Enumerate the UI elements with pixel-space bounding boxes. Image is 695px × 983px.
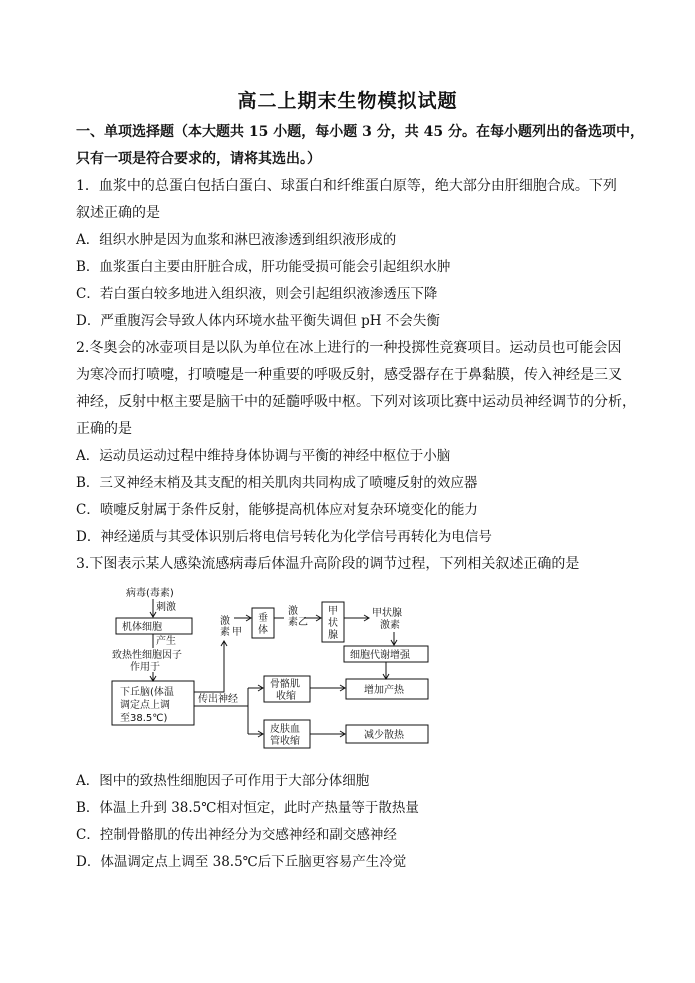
label-hormone-a-2: 素 [220,627,230,638]
label-thyroid-2: 状 [328,618,338,629]
label-skin-2: 管收缩 [270,736,300,747]
q1-stem-line2: 叙述正确的是 [76,205,160,221]
arrow-hypo-to-hormone-a [194,642,224,692]
label-thyroxine-2: 激素 [380,620,400,631]
section-heading-line1: 一、单项选择题（本大题共 15 小题，每小题 3 分，共 45 分。在每小题列出的备选项中， [76,124,644,140]
label-stimulate: 刺激 [156,602,176,613]
label-thyroid-3: 腺 [328,630,338,641]
label-skin-1: 皮肤血 [270,724,300,735]
label-thyroid-1: 甲 [328,606,338,617]
label-muscle-1: 骨骼肌 [270,679,300,690]
label-act-on: 作用于 [130,662,160,673]
q1-stem-line1: 1．血浆中的总蛋白包括白蛋白、球蛋白和纤维蛋白原等，绝大部分由肝细胞合成。下列 [76,178,617,194]
q3-option-a: A．图中的致热性细胞因子可作用于大部分体细胞 [76,773,370,789]
label-efferent: 传出神经 [198,694,238,705]
q1-option-c: C．若白蛋白较多地进入组织液，则会引起组织液渗透压下降 [76,286,438,302]
q2-stem-line4: 正确的是 [76,421,132,437]
label-muscle-2: 收缩 [276,691,296,702]
label-hormone-b-1: 激 [288,606,298,617]
q3-stem: 3.下图表示某人感染流感病毒后体温升高阶段的调节过程，下列相关叙述正确的是 [76,556,580,572]
q2-stem-line1: 2.冬奥会的冰壶项目是以队为单位在冰上进行的一种投掷性竞赛项目。运动员也可能会因 [76,340,622,356]
label-pituitary-1: 垂 [258,613,268,624]
q2-option-c: C．喷嚏反射属于条件反射，能够提高机体应对复杂环境变化的能力 [76,502,478,518]
q1-option-d: D．严重腹泻会导致人体内环境水盐平衡失调但 pH 不会失衡 [76,313,440,329]
label-hypo-2: 调定点上调 [120,700,170,711]
thermoregulation-diagram [98,584,518,754]
label-hypo-1: 下丘脑(体温 [120,687,174,698]
q2-stem-line2: 为寒冷而打喷嚏，打喷嚏是一种重要的呼吸反射，感受器存在于鼻黏膜，传入神经是三叉 [76,367,622,383]
q2-option-b: B．三叉神经末梢及其支配的相关肌肉共同构成了喷嚏反射的效应器 [76,475,478,491]
q2-option-d: D．神经递质与其受体识别后将电信号转化为化学信号再转化为电信号 [76,529,492,545]
label-pituitary-2: 体 [258,625,268,636]
q3-option-c: C．控制骨骼肌的传出神经分为交感神经和副交感神经 [76,827,397,843]
label-hormone-a-1: 激 [220,616,230,627]
page-title: 高二上期末生物模拟试题 [237,90,458,112]
label-metabolism: 细胞代谢增强 [350,650,410,661]
label-virus: 病毒(毒素) [126,588,174,599]
label-hormone-b-2: 素 [288,617,298,628]
label-cytokine: 致热性细胞因子 [112,650,182,661]
label-produce: 产生 [156,636,176,647]
q1-option-b: B．血浆蛋白主要由肝脏合成，肝功能受损可能会引起组织水肿 [76,259,451,275]
q2-option-a: A．运动员运动过程中维持身体协调与平衡的神经中枢位于小脑 [76,448,451,464]
label-hypo-3: 至38.5℃) [120,713,168,724]
label-hormone-b-3: 乙 [298,617,308,628]
q3-option-b: B．体温上升到 38.5℃相对恒定，此时产热量等于散热量 [76,800,419,816]
label-heat-gain: 增加产热 [364,685,404,696]
label-heat-loss: 减少散热 [364,730,404,741]
label-hormone-a-3b: 甲 [232,627,242,638]
label-body-cell: 机体细胞 [122,622,162,633]
label-thyroxine-1: 甲状腺 [372,608,402,619]
q3-option-d: D．体温调定点上调至 38.5℃后下丘脑更容易产生冷觉 [76,854,407,870]
section-heading-line2: 只有一项是符合要求的，请将其选出。） [76,151,321,167]
q1-option-a: A．组织水肿是因为血浆和淋巴液渗透到组织液形成的 [76,232,397,248]
q2-stem-line3: 神经，反射中枢主要是脑干中的延髓呼吸中枢。下列对该项比赛中运动员神经调节的分析， [76,394,636,410]
